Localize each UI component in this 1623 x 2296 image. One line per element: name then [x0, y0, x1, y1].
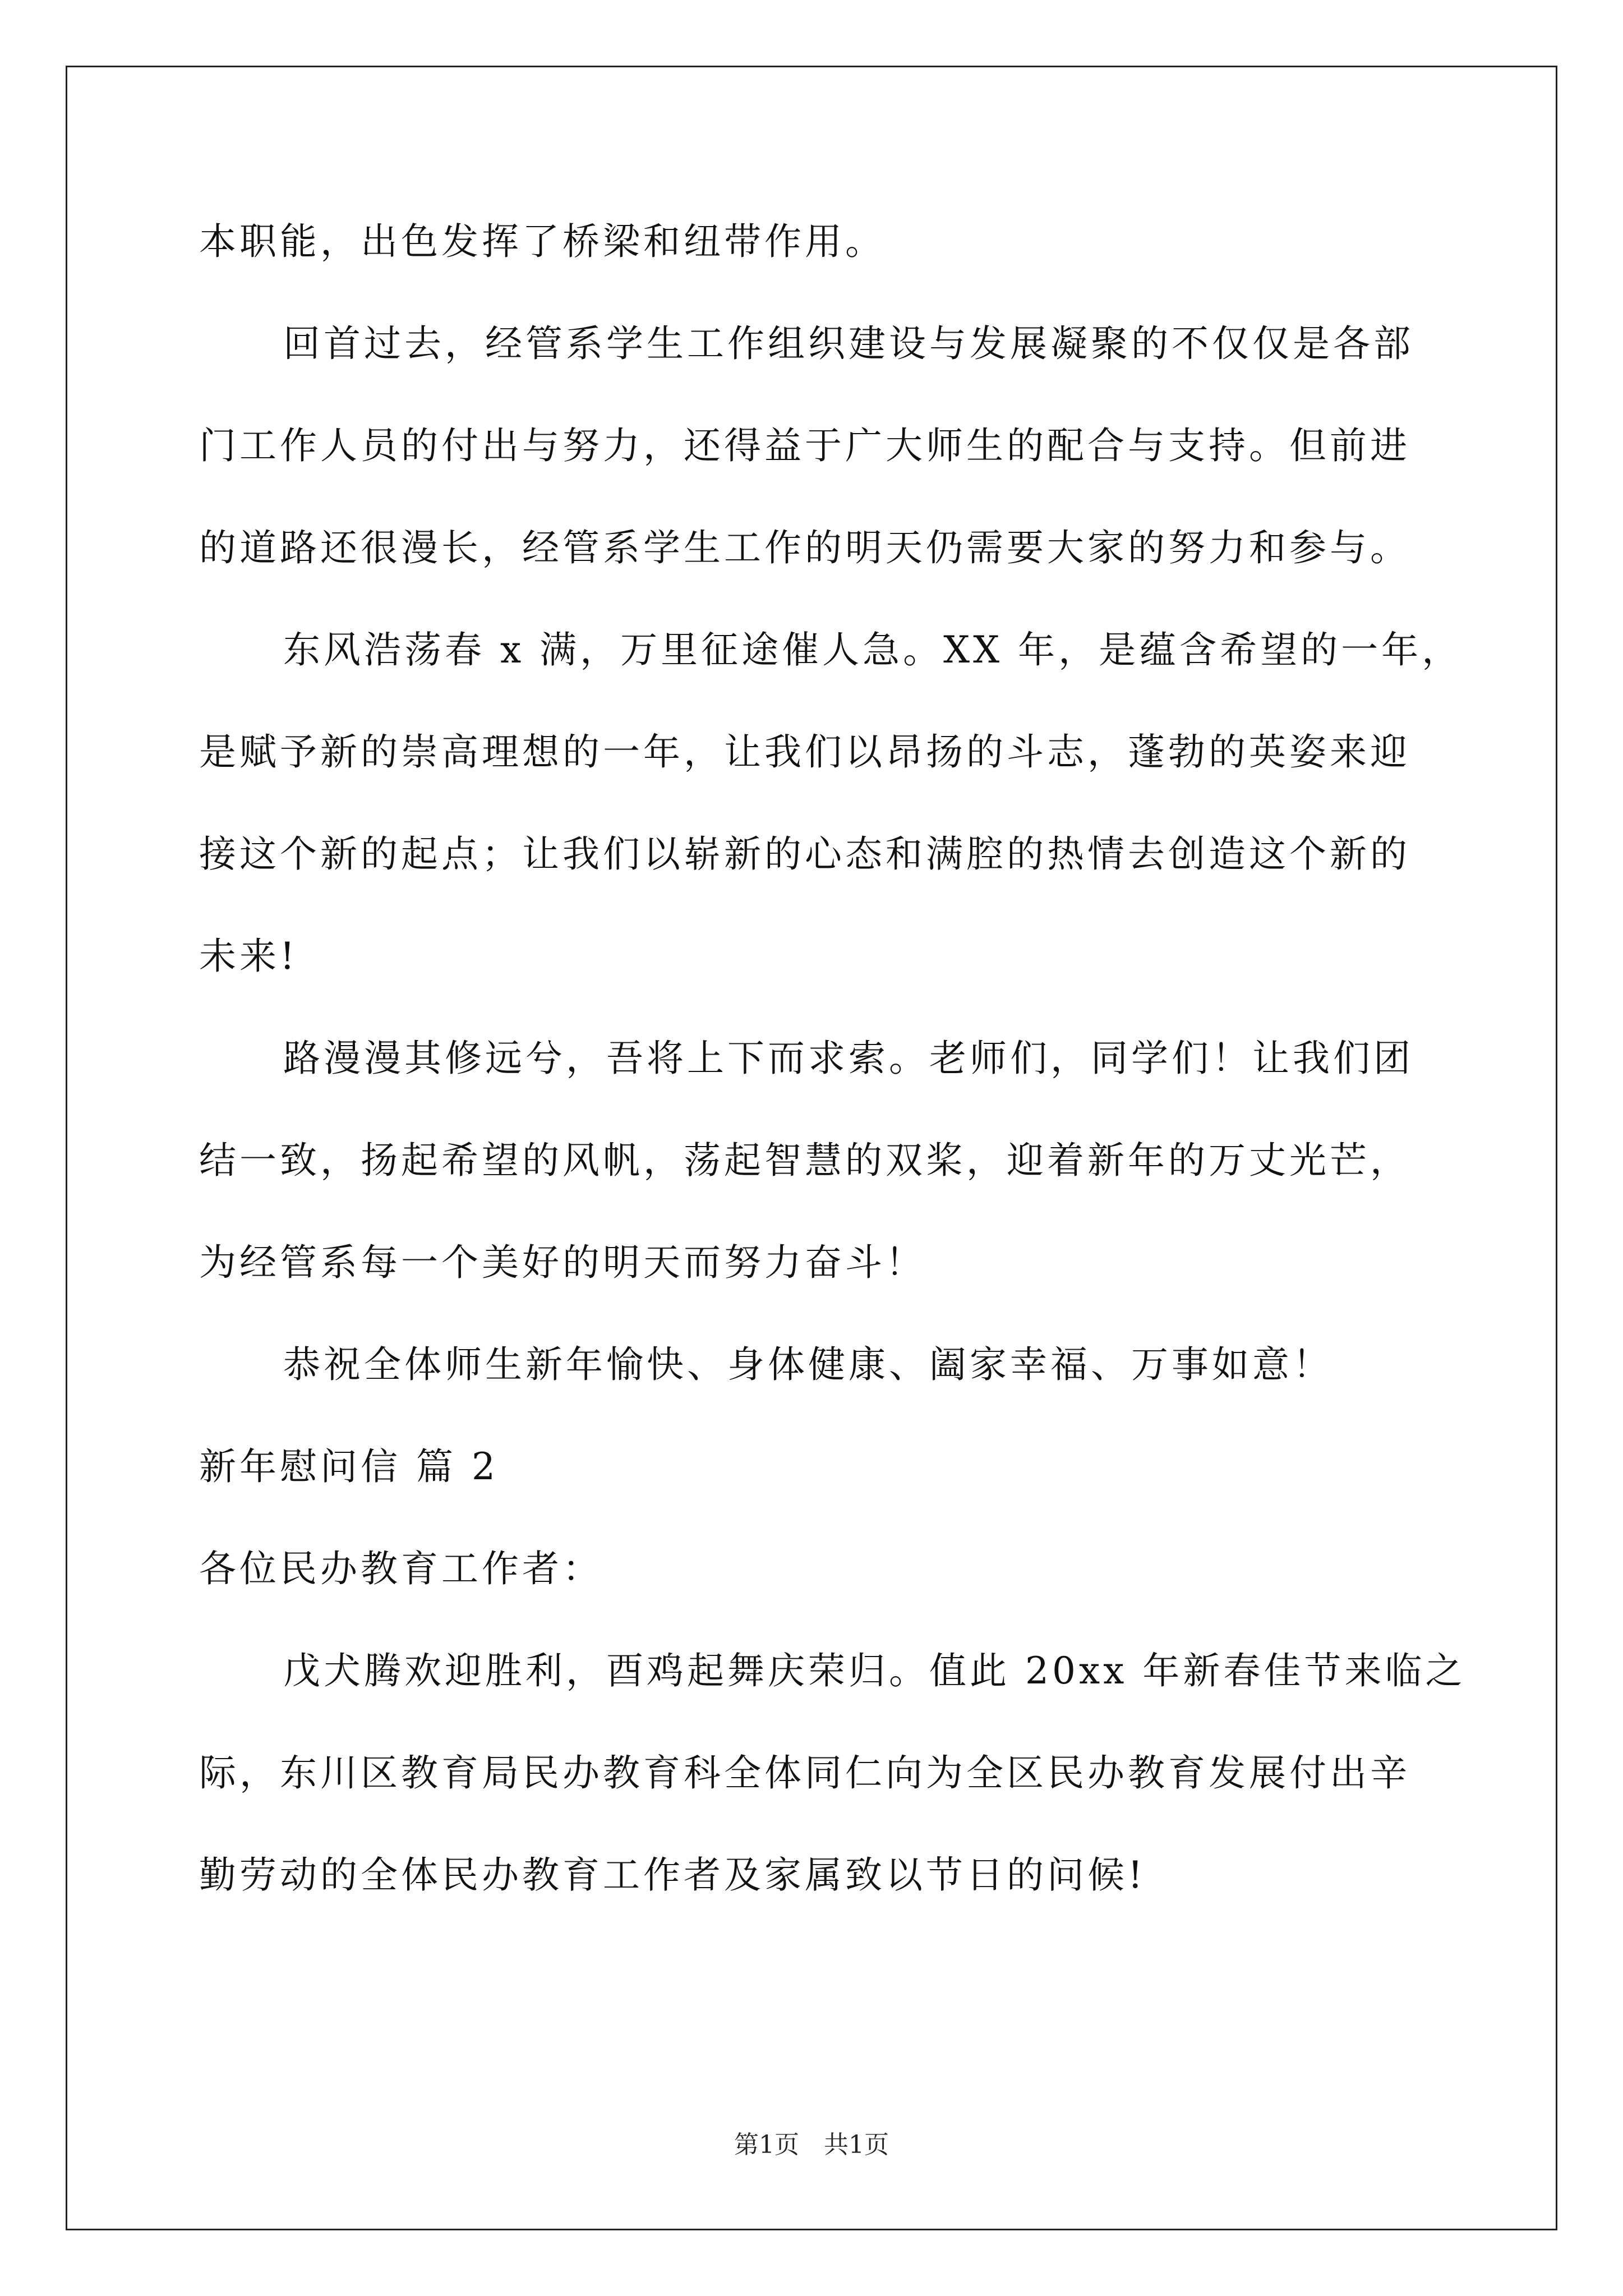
- salutation: 各位民办教育工作者：: [199, 1547, 603, 1590]
- paragraph-line: 本职能，出色发挥了桥梁和纽带作用。: [199, 220, 886, 263]
- document-body: [199, 191, 1466, 1926]
- paragraph-line: 结一致，扬起希望的风帆，荡起智慧的双桨，迎着新年的万丈光芒，: [199, 1139, 1410, 1182]
- paragraph-line: 的道路还很漫长，经管系学生工作的明天仍需要大家的努力和参与。: [199, 526, 1410, 569]
- paragraph-line: 戊犬腾欢迎胜利，酉鸡起舞庆荣归。值此 20xx 年新春佳节来临之: [283, 1649, 1466, 1692]
- paragraph-line: 为经管系每一个美好的明天而努力奋斗！: [199, 1241, 926, 1284]
- paragraph-line: 路漫漫其修远兮，吾将上下而求索。老师们，同学们！让我们团: [283, 1037, 1414, 1080]
- paragraph-line: 门工作人员的付出与努力，还得益于广大师生的配合与支持。但前进: [199, 424, 1410, 467]
- paragraph-line: 勤劳动的全体民办教育工作者及家属致以节日的问候!: [199, 1853, 1146, 1897]
- paragraph-line: 东风浩荡春 x 满，万里征途催人急。XX 年，是蕴含希望的一年，: [283, 628, 1463, 671]
- paragraph-line: 是赋予新的崇高理想的一年，让我们以昂扬的斗志，蓬勃的英姿来迎: [199, 730, 1410, 774]
- paragraph-line: 际，东川区教育局民办教育科全体同仁向为全区民办教育发展付出辛: [199, 1751, 1410, 1795]
- section-heading: 新年慰问信 篇 2: [199, 1445, 499, 1488]
- paragraph-line: 未来!: [199, 935, 298, 978]
- paragraph-line: 回首过去，经管系学生工作组织建设与发展凝聚的不仅仅是各部: [283, 322, 1414, 365]
- paragraph-line: 恭祝全体师生新年愉快、身体健康、阖家幸福、万事如意！: [283, 1343, 1333, 1386]
- page-footer: 第1页 共1页: [734, 2131, 889, 2159]
- paragraph-line: 接这个新的起点；让我们以崭新的心态和满腔的热情去创造这个新的: [199, 832, 1410, 876]
